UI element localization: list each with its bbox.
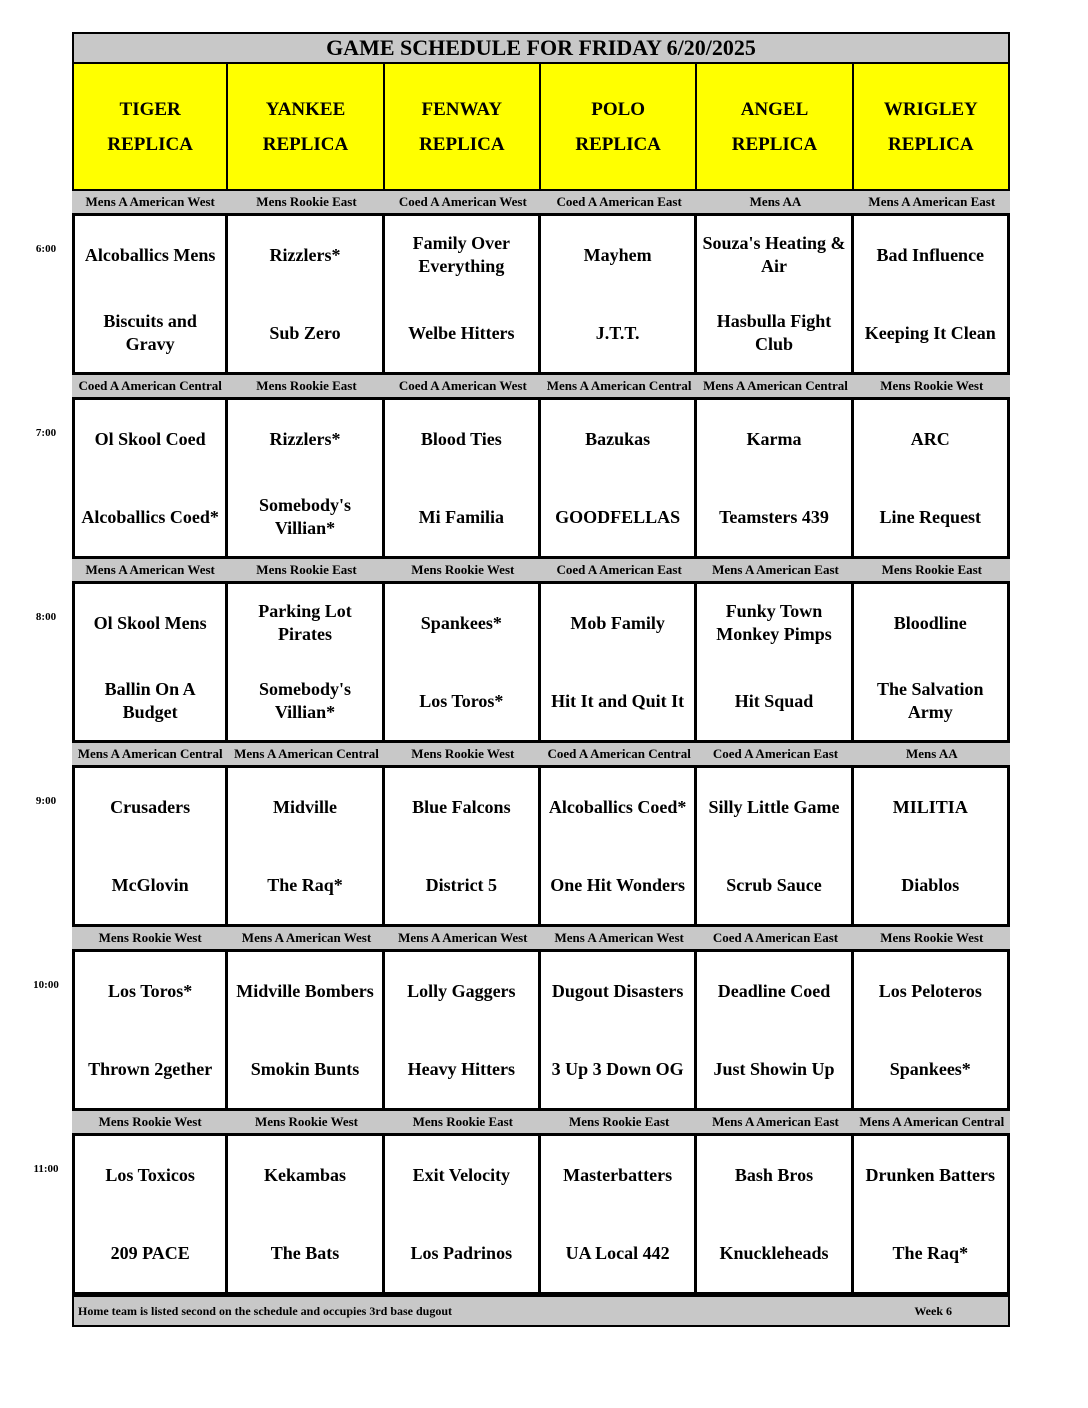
game-cell [228, 949, 384, 1111]
game-cell [72, 765, 228, 927]
home-team: UA Local 442 [565, 1242, 670, 1263]
division-row [72, 559, 1010, 581]
game-cell [228, 765, 384, 927]
away-team: Blue Falcons [412, 796, 511, 817]
away-team: Bloodline [893, 612, 967, 633]
game-cell [72, 1133, 228, 1295]
division-label: Mens A American East [712, 1114, 839, 1129]
division-label: Mens A American West [85, 562, 215, 577]
division-label: Mens Rookie East [256, 194, 357, 209]
division-label: Mens Rookie West [880, 378, 984, 393]
away-team: Exit Velocity [412, 1164, 511, 1185]
time-label: 11:00 [33, 1163, 59, 1175]
division-row [72, 743, 1010, 765]
game-cell [228, 397, 384, 559]
game-cell [228, 1133, 384, 1295]
home-team: 209 PACE [110, 1242, 190, 1263]
division-row [72, 1111, 1010, 1133]
game-cell [385, 213, 541, 375]
field-header [228, 64, 384, 191]
away-team: Crusaders [110, 796, 191, 817]
field-header-row [72, 64, 1010, 191]
time-slot-block [35, 743, 1010, 927]
away-team: Los Toxicos [105, 1164, 195, 1185]
home-team: Just Showin Up [713, 1058, 835, 1079]
home-team: Los Padrinos [410, 1242, 513, 1263]
home-team: Hit It and Quit It [551, 690, 685, 711]
game-cell [541, 949, 697, 1111]
division-row [72, 191, 1010, 213]
home-team: Keeping It Clean [864, 322, 996, 343]
time-label: 8:00 [35, 611, 57, 623]
game-cell [697, 1133, 853, 1295]
home-team: Heavy Hitters [407, 1058, 516, 1079]
division-label: Mens Rookie East [256, 562, 357, 577]
home-team: 3 Up 3 Down OG [551, 1058, 684, 1079]
field-name: YANKEE [265, 98, 346, 120]
field-header [385, 64, 541, 191]
division-row [72, 375, 1010, 397]
division-label: Mens Rookie West [98, 930, 202, 945]
game-cell [697, 581, 853, 743]
away-team: Karma [746, 428, 802, 449]
division-label: Mens AA [905, 746, 958, 761]
game-cell [72, 949, 228, 1111]
home-team: Scrub Sauce [726, 874, 822, 895]
home-team: The Raq* [892, 1242, 969, 1263]
away-team: Los Peloteros [878, 980, 982, 1001]
home-team-note: Home team is listed second on the schedule and occupies 3rd base dugout [78, 1303, 453, 1318]
home-team: GOODFELLAS [555, 506, 681, 527]
home-team: Biscuits and Gravy [103, 311, 197, 354]
away-team: Spankees* [420, 612, 502, 633]
field-type: REPLICA [107, 133, 193, 155]
away-team: Bash Bros [734, 1164, 814, 1185]
division-label: Mens Rookie West [411, 562, 515, 577]
away-team: Parking Lot Pirates [258, 601, 352, 644]
field-name: TIGER [119, 98, 181, 120]
field-header [72, 64, 228, 191]
away-team: Mob Family [570, 612, 665, 633]
game-cell [697, 765, 853, 927]
away-team: Deadline Coed [717, 980, 831, 1001]
field-type: REPLICA [419, 133, 505, 155]
game-cell [854, 581, 1010, 743]
game-cell [385, 949, 541, 1111]
away-team: Funky Town Monkey Pimps [716, 601, 832, 644]
field-header [854, 64, 1010, 191]
home-team: Los Toros* [419, 690, 504, 711]
away-team: Kekambas [263, 1164, 346, 1185]
away-team: Dugout Disasters [551, 980, 684, 1001]
time-slot-block [35, 559, 1010, 743]
game-cell [697, 397, 853, 559]
home-team: McGlovin [111, 874, 189, 895]
home-team: Somebody's Villian* [258, 679, 351, 722]
game-cell [72, 581, 228, 743]
home-team: Thrown 2gether [88, 1058, 213, 1079]
away-team: Rizzlers* [269, 428, 341, 449]
game-cell [385, 581, 541, 743]
home-team: Teamsters 439 [719, 506, 829, 527]
game-cell [697, 949, 853, 1111]
game-cell [541, 581, 697, 743]
field-type: REPLICA [888, 133, 974, 155]
game-cell [854, 949, 1010, 1111]
home-team: District 5 [425, 874, 498, 895]
home-team: Welbe Hitters [408, 322, 515, 343]
game-cell [541, 1133, 697, 1295]
game-row [72, 581, 1010, 743]
away-team: Alcoballics Mens [84, 244, 216, 265]
time-slot-block [35, 375, 1010, 559]
division-label: Coed A American Central [547, 746, 691, 761]
division-label: Coed A American West [398, 194, 527, 209]
field-type: REPLICA [262, 133, 349, 155]
game-cell [697, 213, 853, 375]
game-cell [72, 397, 228, 559]
away-team: Mayhem [583, 244, 652, 265]
division-label: Mens A American Central [77, 746, 223, 761]
schedule-title: GAME SCHEDULE FOR FRIDAY 6/20/2025 [72, 32, 1010, 64]
game-cell [541, 765, 697, 927]
game-cell [72, 213, 228, 375]
home-team: Knuckleheads [719, 1242, 829, 1263]
division-label: Coed A American East [712, 930, 839, 945]
division-label: Mens A American West [85, 194, 215, 209]
game-cell [385, 397, 541, 559]
away-team: Alcoballics Coed* [548, 796, 687, 817]
game-cell [541, 213, 697, 375]
game-row [72, 397, 1010, 559]
game-cell [385, 1133, 541, 1295]
home-team: Mi Familia [418, 506, 505, 527]
game-row [72, 1133, 1010, 1295]
game-cell [541, 397, 697, 559]
division-label: Mens A American East [712, 562, 839, 577]
away-team: Bazukas [585, 428, 651, 449]
time-slot-block [35, 191, 1010, 375]
division-label: Mens A American Central [859, 1114, 1005, 1129]
division-label: Mens Rookie West [880, 930, 984, 945]
away-team: Midville Bombers [236, 980, 374, 1001]
home-team: Diablos [901, 874, 960, 895]
division-label: Coed A American East [556, 562, 682, 577]
field-header [697, 64, 853, 191]
division-label: Mens AA [749, 194, 802, 209]
division-label: Mens A American Central [703, 378, 848, 393]
home-team: J.T.T. [595, 322, 640, 343]
field-name: POLO [591, 98, 646, 120]
game-cell [385, 765, 541, 927]
division-row [72, 927, 1010, 949]
time-slot-block [33, 1111, 1010, 1295]
week-label: Week 6 [914, 1303, 952, 1318]
time-label: 9:00 [35, 795, 57, 807]
game-cell [854, 397, 1010, 559]
away-team: Lolly Gaggers [407, 980, 516, 1001]
time-slot-block [33, 927, 1010, 1111]
away-team: Ol Skool Coed [94, 428, 206, 449]
schedule-footer [72, 1295, 1010, 1327]
division-label: Mens Rookie West [254, 1114, 359, 1129]
away-team: ARC [910, 428, 950, 449]
home-team: Hasbulla Fight Club [716, 311, 832, 354]
game-row [72, 949, 1010, 1111]
away-team: Rizzlers* [269, 244, 341, 265]
away-team: Los Toros* [108, 980, 193, 1001]
division-label: Mens Rookie East [256, 378, 357, 393]
time-label: 7:00 [35, 427, 57, 439]
time-label: 10:00 [33, 979, 59, 991]
division-label: Mens A American Central [546, 378, 692, 393]
home-team: Smokin Bunts [250, 1058, 360, 1079]
field-type: REPLICA [575, 133, 661, 155]
home-team: One Hit Wonders [550, 874, 685, 895]
home-team: The Bats [270, 1242, 340, 1263]
home-team: The Raq* [267, 874, 343, 895]
division-label: Mens A American Central [234, 746, 379, 761]
home-team: Spankees* [889, 1058, 971, 1079]
away-team: Family Over Everything [412, 233, 511, 276]
home-team: Line Request [879, 506, 982, 527]
away-team: Blood Ties [420, 428, 502, 449]
field-header [541, 64, 697, 191]
away-team: Souza's Heating & Air [702, 233, 846, 276]
game-cell [228, 581, 384, 743]
away-team: Bad Influence [876, 244, 985, 265]
game-cell [228, 213, 384, 375]
division-label: Mens A American West [241, 930, 372, 945]
game-cell [854, 1133, 1010, 1295]
away-team: MILITIA [892, 796, 968, 817]
division-label: Mens A American West [554, 930, 684, 945]
away-team: Ol Skool Mens [93, 612, 207, 633]
division-label: Mens A American East [868, 194, 996, 209]
division-label: Mens Rookie West [411, 746, 515, 761]
home-team: Ballin On A Budget [104, 679, 196, 722]
game-row [72, 765, 1010, 927]
time-label: 6:00 [35, 243, 57, 255]
game-cell [854, 213, 1010, 375]
division-label: Coed A American West [398, 378, 527, 393]
field-name: WRIGLEY [883, 98, 978, 120]
game-row [72, 213, 1010, 375]
home-team: Sub Zero [269, 322, 341, 343]
field-name: ANGEL [740, 98, 809, 120]
home-team: Alcoballics Coed* [81, 506, 219, 527]
away-team: Masterbatters [563, 1164, 673, 1185]
schedule-sheet [33, 32, 1010, 1327]
division-label: Coed A American East [712, 746, 839, 761]
division-label: Mens A American West [398, 930, 528, 945]
division-label: Coed A American East [556, 194, 682, 209]
away-team: Drunken Batters [865, 1164, 996, 1185]
away-team: Midville [272, 796, 337, 817]
away-team: Silly Little Game [708, 796, 840, 817]
time-slots [33, 191, 1010, 1295]
division-label: Mens Rookie West [98, 1114, 202, 1129]
division-label: Mens Rookie East [881, 562, 982, 577]
division-label: Mens Rookie East [412, 1114, 514, 1129]
home-team: Somebody's Villian* [258, 495, 351, 538]
game-cell [854, 765, 1010, 927]
division-label: Mens Rookie East [568, 1114, 670, 1129]
field-type: REPLICA [731, 133, 818, 155]
division-label: Coed A American Central [78, 378, 222, 393]
field-name: FENWAY [421, 98, 503, 120]
home-team: The Salvation Army [877, 679, 984, 722]
home-team: Hit Squad [734, 690, 814, 711]
